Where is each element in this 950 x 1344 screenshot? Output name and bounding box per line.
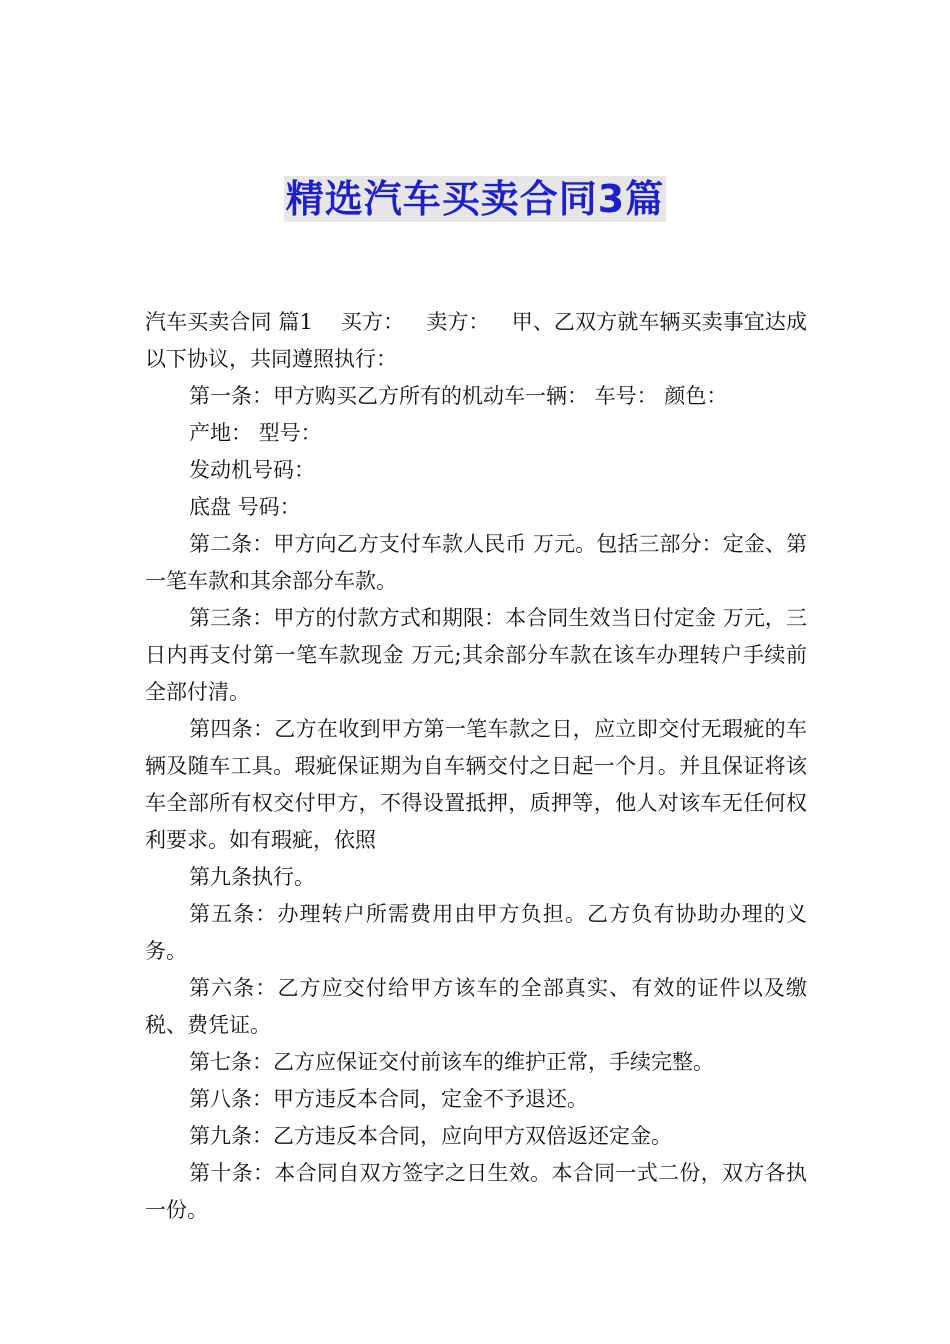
seller-label: 卖方： [426, 310, 490, 334]
intro-text: 甲、乙双方就车辆买卖事宜达成以下协议，共同遵照执行： [145, 310, 808, 371]
article-1: 第一条：甲方购买乙方所有的机动车一辆： 车号： 颜色： [189, 384, 728, 408]
article-5: 第五条：办理转户所需费用由甲方负担。乙方负有协助办理的义务。 [145, 902, 807, 963]
document-body [145, 304, 807, 1229]
article-4: 第四条：乙方在收到甲方第一笔车款之日，应立即交付无瑕疵的车辆及随车工具。瑕疵保证期为自车辆交付之日起一个月。并且保证将该车全部所有权交付甲方，不得设置抵押，质押等，他人对该车无任何权利要求。如有瑕疵，依照 [145, 717, 807, 852]
origin-model-line: 产地： 型号： [189, 421, 322, 445]
article-7: 第七条：乙方应保证交付前该车的维护正常，手续完整。 [189, 1050, 714, 1074]
contract-label: 汽车买卖合同 篇1 [145, 310, 313, 334]
article-3: 第三条：甲方的付款方式和期限：本合同生效当日付定金 万元，三日内再支付第一笔车款现金 万元;其余部分车款在该车办理转户手续前全部付清。 [145, 606, 807, 704]
article-4-continuation: 第九条执行。 [189, 865, 315, 889]
title-container [0, 176, 950, 222]
article-10: 第十条：本合同自双方签字之日生效。本合同一式二份，双方各执一份。 [145, 1161, 807, 1222]
article-2: 第二条：甲方向乙方支付车款人民币 万元。包括三部分：定金、第一笔车款和其余部分车款。 [145, 532, 807, 593]
chassis-number-line: 底盘 号码： [189, 495, 301, 519]
buyer-label: 买方： [340, 310, 405, 334]
article-8: 第八条：甲方违反本合同，定金不予退还。 [189, 1087, 588, 1111]
article-6: 第六条：乙方应交付给甲方该车的全部真实、有效的证件以及缴税、费凭证。 [145, 976, 807, 1037]
article-9: 第九条：乙方违反本合同，应向甲方双倍返还定金。 [189, 1124, 672, 1148]
document-title: 精选汽车买卖合同3篇 [285, 177, 665, 221]
contract-header-paragraph [145, 304, 807, 378]
engine-number-line: 发动机号码： [189, 458, 315, 482]
